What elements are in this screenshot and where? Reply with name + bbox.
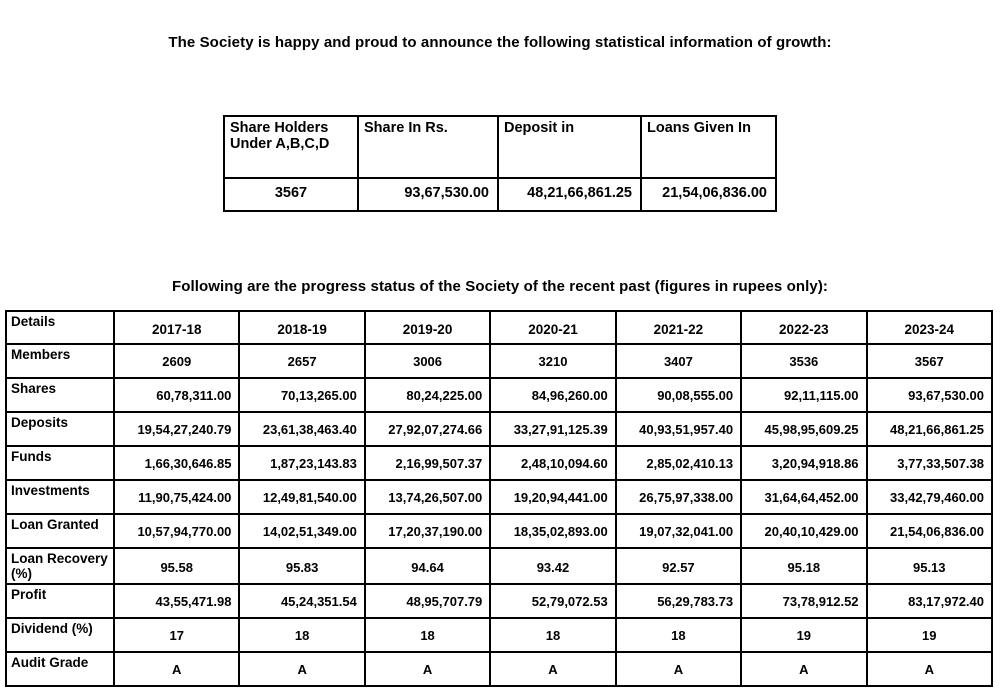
row-label: Members — [6, 344, 114, 378]
summary-col-share-holders: Share Holders Under A,B,C,D — [224, 116, 358, 178]
row-label: Loan Granted — [6, 514, 114, 548]
cell-value: 73,78,912.52 — [741, 584, 866, 618]
cell-value: 95.58 — [114, 548, 239, 584]
cell-value: 19 — [741, 618, 866, 652]
cell-value: 3,20,94,918.86 — [741, 446, 866, 480]
cell-value: 18 — [239, 618, 364, 652]
cell-value: 18 — [490, 618, 615, 652]
cell-value: 92,11,115.00 — [741, 378, 866, 412]
row-label: Loan Recovery (%) — [6, 548, 114, 584]
cell-value: 3407 — [616, 344, 741, 378]
cell-value: 10,57,94,770.00 — [114, 514, 239, 548]
cell-value: A — [741, 652, 866, 686]
growth-heading: The Society is happy and proud to announce the following statistical information of growth: — [168, 34, 832, 51]
cell-value: A — [490, 652, 615, 686]
year-header: 2022-23 — [741, 311, 866, 344]
cell-value: 17,20,37,190.00 — [365, 514, 490, 548]
cell-value: 2,48,10,094.60 — [490, 446, 615, 480]
cell-value: 93.42 — [490, 548, 615, 584]
year-header: 2017-18 — [114, 311, 239, 344]
row-label: Investments — [6, 480, 114, 514]
cell-value: 2657 — [239, 344, 364, 378]
row-label: Deposits — [6, 412, 114, 446]
progress-header-row — [6, 311, 992, 344]
year-header: 2023-24 — [867, 311, 992, 344]
cell-value: 2,16,99,507.37 — [365, 446, 490, 480]
cell-value: 18,35,02,893.00 — [490, 514, 615, 548]
cell-value: 21,54,06,836.00 — [867, 514, 992, 548]
summary-col-loans-given-in: Loans Given In — [641, 116, 776, 178]
cell-value: A — [867, 652, 992, 686]
summary-loans-value: 21,54,06,836.00 — [641, 178, 776, 211]
details-corner-cell: Details — [6, 311, 114, 344]
cell-value: A — [114, 652, 239, 686]
cell-value: 26,75,97,338.00 — [616, 480, 741, 514]
cell-value: 56,29,783.73 — [616, 584, 741, 618]
cell-value: 1,66,30,646.85 — [114, 446, 239, 480]
table-row — [6, 584, 992, 618]
year-header: 2021-22 — [616, 311, 741, 344]
table-row — [6, 480, 992, 514]
cell-value: 19,54,27,240.79 — [114, 412, 239, 446]
table-row — [6, 446, 992, 480]
cell-value: 31,64,64,452.00 — [741, 480, 866, 514]
cell-value: 12,49,81,540.00 — [239, 480, 364, 514]
cell-value: 2,85,02,410.13 — [616, 446, 741, 480]
cell-value: 19,20,94,441.00 — [490, 480, 615, 514]
summary-deposit-value: 48,21,66,861.25 — [498, 178, 641, 211]
row-label: Profit — [6, 584, 114, 618]
table-row — [6, 548, 992, 584]
cell-value: 18 — [616, 618, 741, 652]
cell-value: 93,67,530.00 — [867, 378, 992, 412]
table-row — [6, 412, 992, 446]
cell-value: 94.64 — [365, 548, 490, 584]
row-label: Shares — [6, 378, 114, 412]
cell-value: 17 — [114, 618, 239, 652]
cell-value: A — [616, 652, 741, 686]
cell-value: 45,98,95,609.25 — [741, 412, 866, 446]
summary-col-deposit-in: Deposit in — [498, 116, 641, 178]
cell-value: 84,96,260.00 — [490, 378, 615, 412]
table-row — [6, 652, 992, 686]
cell-value: 43,55,471.98 — [114, 584, 239, 618]
progress-table — [5, 310, 993, 687]
cell-value: 95.13 — [867, 548, 992, 584]
cell-value: 3,77,33,507.38 — [867, 446, 992, 480]
cell-value: 95.83 — [239, 548, 364, 584]
cell-value: 11,90,75,424.00 — [114, 480, 239, 514]
cell-value: 20,40,10,429.00 — [741, 514, 866, 548]
row-label: Audit Grade — [6, 652, 114, 686]
cell-value: 27,92,07,274.66 — [365, 412, 490, 446]
cell-value: 33,42,79,460.00 — [867, 480, 992, 514]
summary-values-row — [224, 178, 776, 211]
summary-table — [223, 115, 777, 212]
cell-value: 90,08,555.00 — [616, 378, 741, 412]
cell-value: 19 — [867, 618, 992, 652]
summary-col-share-in-rs: Share In Rs. — [358, 116, 498, 178]
year-header: 2018-19 — [239, 311, 364, 344]
cell-value: 19,07,32,041.00 — [616, 514, 741, 548]
cell-value: 92.57 — [616, 548, 741, 584]
table-row — [6, 378, 992, 412]
cell-value: 14,02,51,349.00 — [239, 514, 364, 548]
summary-header-row — [224, 116, 776, 178]
cell-value: 48,95,707.79 — [365, 584, 490, 618]
cell-value: 23,61,38,463.40 — [239, 412, 364, 446]
table-row — [6, 618, 992, 652]
cell-value: 52,79,072.53 — [490, 584, 615, 618]
cell-value: 40,93,51,957.40 — [616, 412, 741, 446]
cell-value: 18 — [365, 618, 490, 652]
cell-value: 33,27,91,125.39 — [490, 412, 615, 446]
year-header: 2020-21 — [490, 311, 615, 344]
cell-value: 70,13,265.00 — [239, 378, 364, 412]
cell-value: 95.18 — [741, 548, 866, 584]
cell-value: 48,21,66,861.25 — [867, 412, 992, 446]
table-row — [6, 344, 992, 378]
cell-value: 60,78,311.00 — [114, 378, 239, 412]
cell-value: 1,87,23,143.83 — [239, 446, 364, 480]
summary-share-holders-value: 3567 — [224, 178, 358, 211]
cell-value: 80,24,225.00 — [365, 378, 490, 412]
cell-value: 3536 — [741, 344, 866, 378]
cell-value: 13,74,26,507.00 — [365, 480, 490, 514]
table-row — [6, 514, 992, 548]
cell-value: 45,24,351.54 — [239, 584, 364, 618]
cell-value: A — [365, 652, 490, 686]
cell-value: A — [239, 652, 364, 686]
cell-value: 2609 — [114, 344, 239, 378]
row-label: Dividend (%) — [6, 618, 114, 652]
summary-share-in-rs-value: 93,67,530.00 — [358, 178, 498, 211]
cell-value: 3210 — [490, 344, 615, 378]
progress-heading: Following are the progress status of the Society of the recent past (figures in rupees only): — [171, 278, 829, 295]
row-label: Funds — [6, 446, 114, 480]
cell-value: 83,17,972.40 — [867, 584, 992, 618]
cell-value: 3006 — [365, 344, 490, 378]
year-header: 2019-20 — [365, 311, 490, 344]
cell-value: 3567 — [867, 344, 992, 378]
